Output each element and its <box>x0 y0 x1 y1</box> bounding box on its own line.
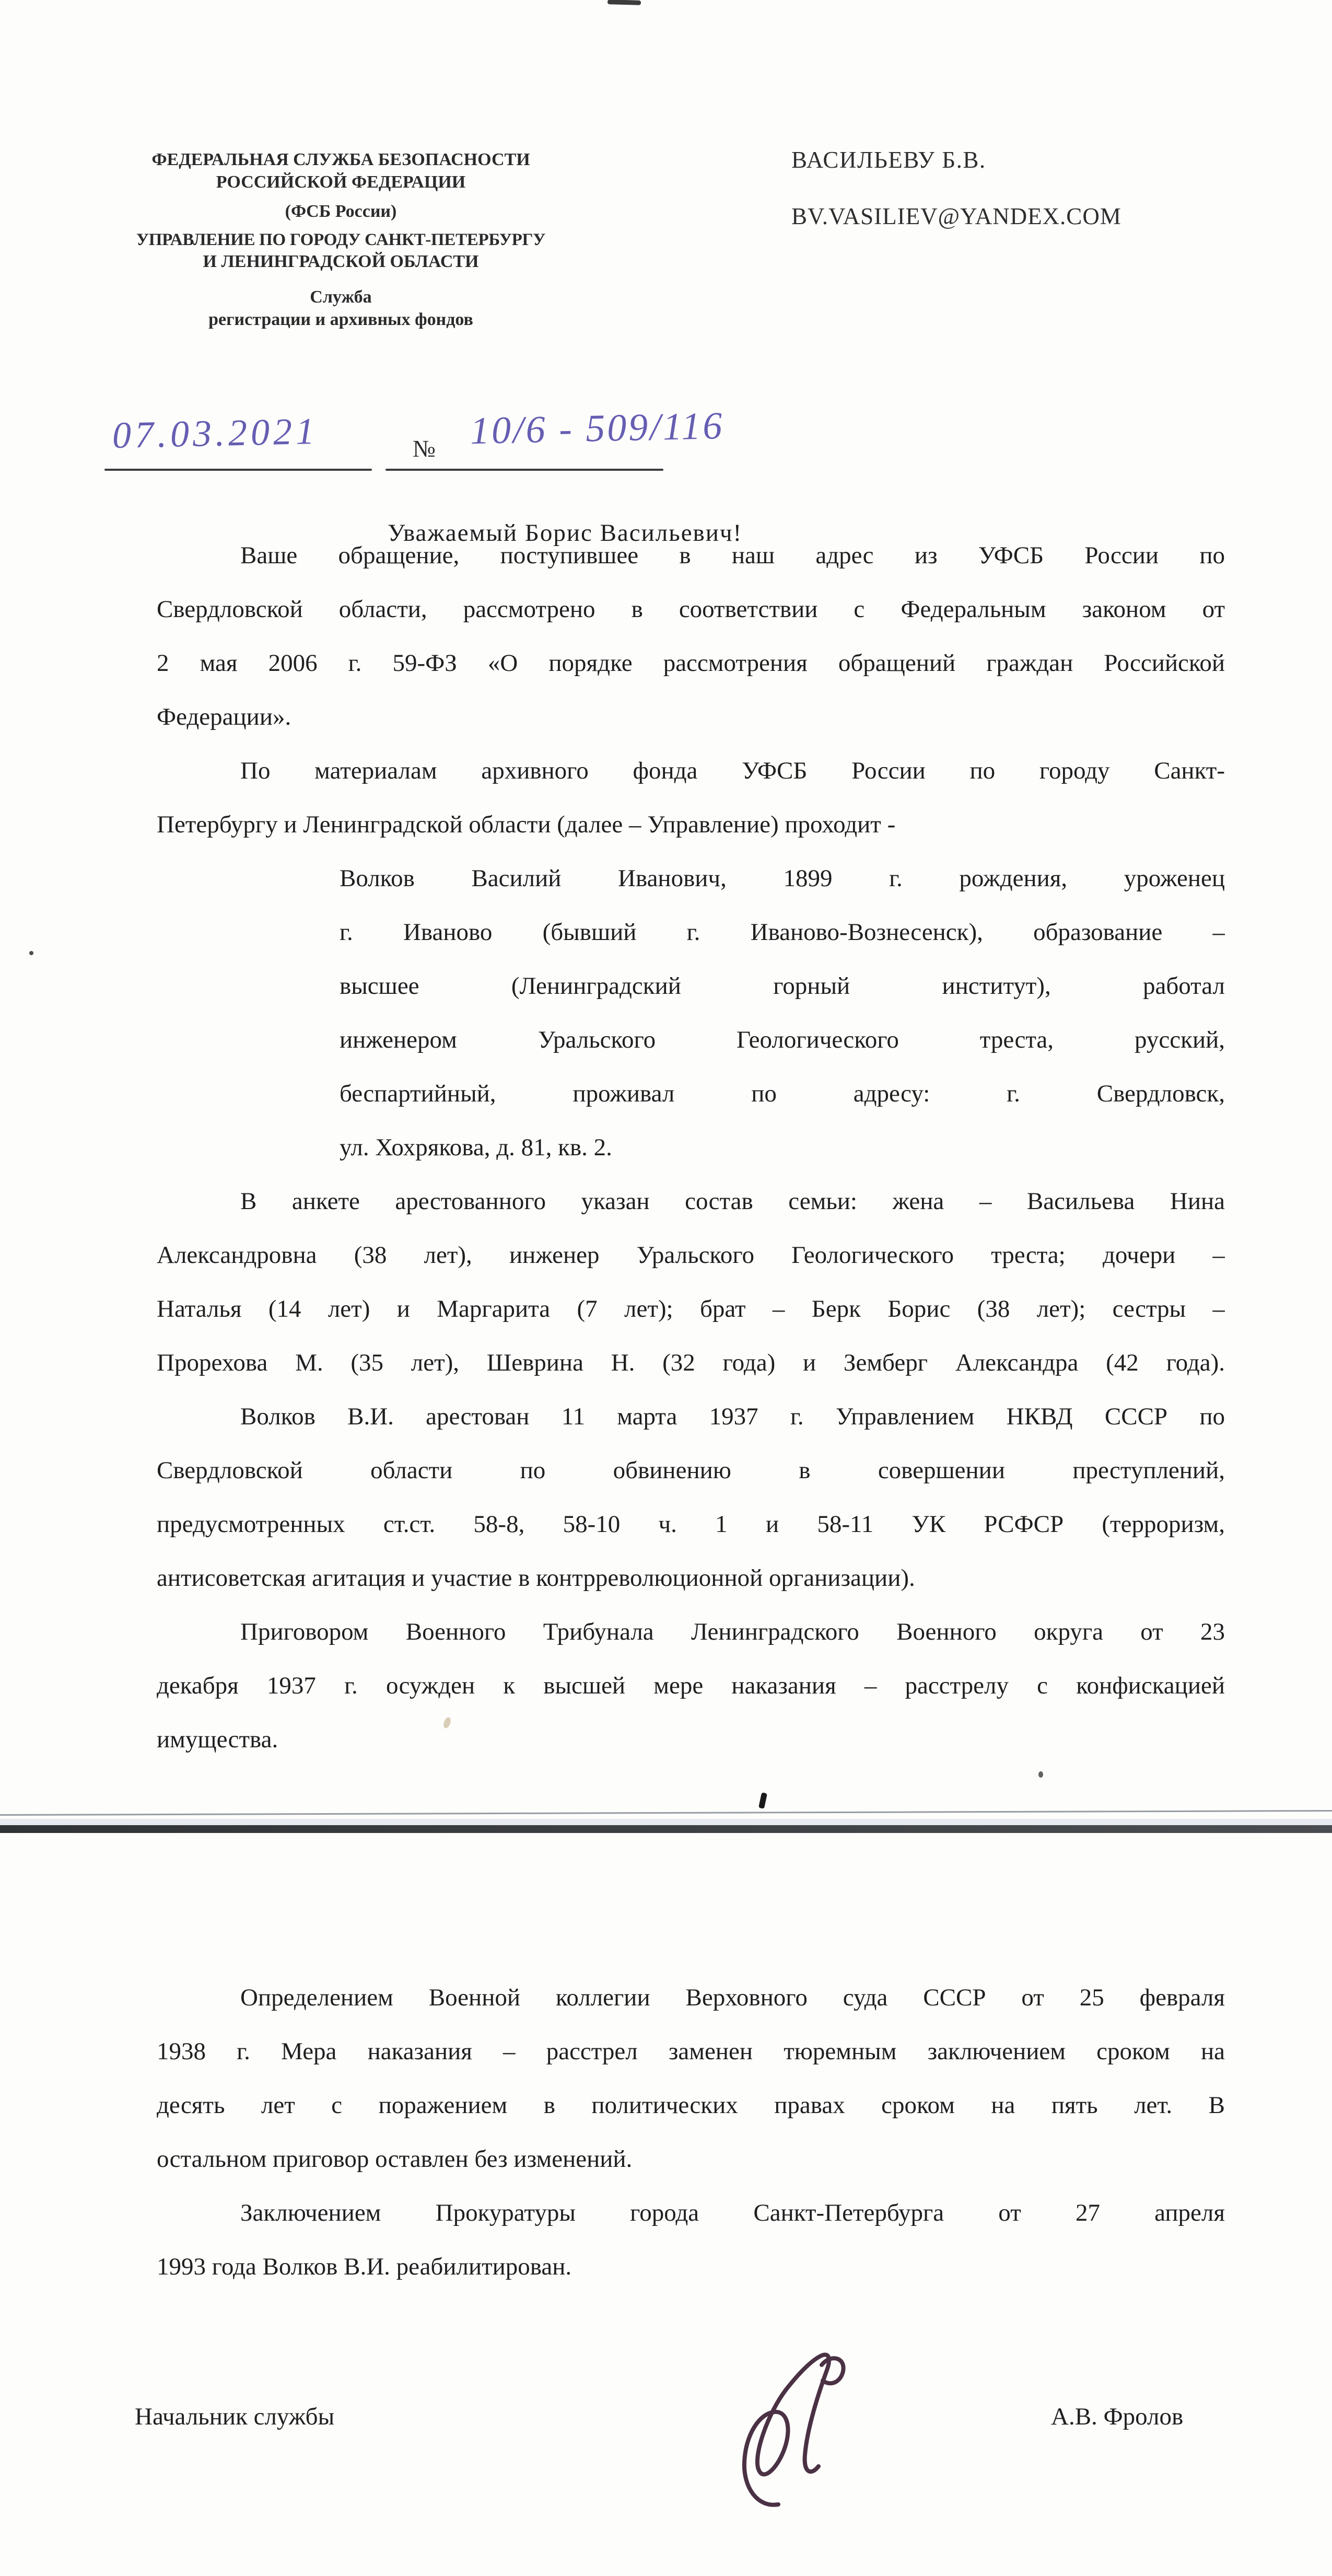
scan-artifact-dot-right <box>1038 1771 1043 1778</box>
text-line: Служба <box>310 287 372 307</box>
text-line: предусмотренных ст.ст. 58-8, 58-10 ч. 1 и 58-11 УК РСФСР (терроризм, <box>157 1511 1225 1538</box>
text-line: Прорехова М. (35 лет), Шеврина Н. (32 года) и Земберг Александра (42 года). <box>157 1349 1225 1376</box>
date-underline <box>104 469 372 471</box>
handwritten-number: 10/6 - 509/116 <box>470 404 725 453</box>
text-line: десять лет с поражением в политических правах сроком на пять лет. В <box>157 2092 1225 2119</box>
text-line: Федерации». <box>157 703 291 730</box>
text-line: В анкете арестованного указан состав семьи: жена – Васильева Нина <box>240 1188 1225 1215</box>
scan-artifact-mid-dash <box>758 1792 767 1809</box>
text-line: г. Иваново (бывший г. Иваново-Вознесенск), образование – <box>340 919 1225 946</box>
text-line: Волков В.И. арестован 11 марта 1937 г. Управлением НКВД СССР по <box>240 1403 1225 1430</box>
text-line: Ваше обращение, поступившее в наш адрес из УФСБ России по <box>240 542 1225 569</box>
text-line: 1993 года Волков В.И. реабилитирован. <box>157 2253 572 2280</box>
letterhead <box>104 149 577 330</box>
body-page-1 <box>157 529 1225 1767</box>
text-line: (ФСБ России) <box>285 202 397 221</box>
recipient-email: BV.VASILIEV@YANDEX.COM <box>791 203 1121 229</box>
text-line: Приговором Военного Трибунала Ленинградского Военного округа от 23 <box>240 1618 1225 1645</box>
text-line: ул. Хохрякова, д. 81, кв. 2. <box>340 1134 612 1161</box>
text-line: высшее (Ленинградский горный институт), работал <box>340 972 1225 1000</box>
signature-stroke <box>729 2350 864 2512</box>
text-line: регистрации и архивных фондов <box>208 310 473 329</box>
text-line: Петербургу и Ленинградской области (далее – Управление) проходит - <box>157 811 896 838</box>
sheet-bottom-edge-line <box>0 1810 1332 1816</box>
salutation: Уважаемый Борис Васильевич! <box>388 519 743 547</box>
text-line: Волков Василий Иванович, 1899 г. рождения, уроженец <box>340 865 1225 892</box>
sheet-gap-strip <box>0 1819 1332 1825</box>
reference-line <box>104 402 836 491</box>
recipient-block <box>791 146 1261 230</box>
text-line: антисоветская агитация и участие в контрреволюционной организации). <box>157 1564 915 1592</box>
handwritten-date: 07.03.2021 <box>112 410 319 457</box>
text-line: декабря 1937 г. осужден к высшей мере наказания – расстрелу с конфискацией <box>157 1672 1225 1699</box>
number-underline <box>385 469 663 471</box>
body-page-2 <box>157 1971 1225 2294</box>
signature-ink <box>729 2350 864 2515</box>
text-line: имущества. <box>157 1726 278 1753</box>
scan-artifact-top-dash <box>607 0 641 5</box>
text-line: Свердловской области по обвинению в совершении преступлений, <box>157 1457 1225 1484</box>
text-line: РОССИЙСКОЙ ФЕДЕРАЦИИ <box>216 172 466 192</box>
text-line: инженером Уральского Геологического треста, русский, <box>340 1026 1225 1053</box>
text-line: Заключением Прокуратуры города Санкт-Петербурга от 27 апреля <box>240 2199 1225 2226</box>
number-sign: № <box>413 435 436 462</box>
text-line: Определением Военной коллегии Верховного суда СССР от 25 февраля <box>240 1984 1225 2011</box>
text-line: остальном приговор оставлен без изменений. <box>157 2145 633 2173</box>
text-line: ФЕДЕРАЛЬНАЯ СЛУЖБА БЕЗОПАСНОСТИ <box>151 150 530 169</box>
text-line: 2 мая 2006 г. 59-ФЗ «О порядке рассмотрения обращений граждан Российской <box>157 649 1225 677</box>
text-line: 1938 г. Мера наказания – расстрел заменен тюремным заключением сроком на <box>157 2038 1225 2065</box>
recipient-name: ВАСИЛЬЕВУ Б.В. <box>791 147 986 173</box>
text-line: По материалам архивного фонда УФСБ России по городу Санкт- <box>240 757 1225 784</box>
text-line: УПРАВЛЕНИЕ ПО ГОРОДУ САНКТ-ПЕТЕРБУРГУ <box>136 230 546 249</box>
text-line: Наталья (14 лет) и Маргарита (7 лет); брат – Берк Борис (38 лет); сестры – <box>157 1295 1225 1322</box>
scan-artifact-dot-left <box>29 951 33 955</box>
text-line: Александровна (38 лет), инженер Уральского Геологического треста; дочери – <box>157 1241 1225 1269</box>
text-line: беспартийный, проживал по адресу: г. Свердловск, <box>340 1080 1225 1107</box>
sheet-shadow-band <box>0 1825 1332 1833</box>
signer-position: Начальник службы <box>135 2403 335 2430</box>
text-line: И ЛЕНИНГРАДСКОЙ ОБЛАСТИ <box>203 252 479 271</box>
signer-name: А.В. Фролов <box>1051 2403 1184 2430</box>
text-line: Свердловской области, рассмотрено в соответствии с Федеральным законом от <box>157 596 1225 623</box>
